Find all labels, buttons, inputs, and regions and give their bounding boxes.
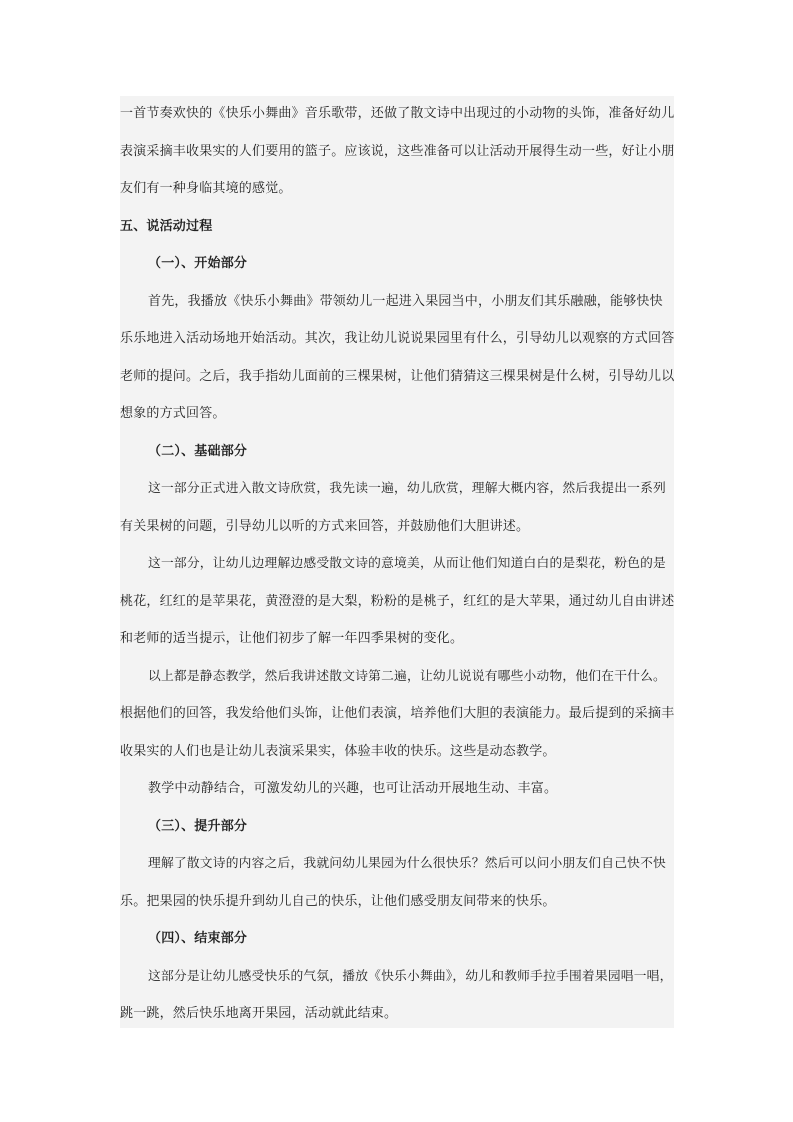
paragraph-line: 这一部分正式进入散文诗欣赏，我先读一遍，幼儿欣赏，理解大概内容，然后我提出一系列 — [148, 481, 666, 496]
text-block — [120, 96, 674, 1028]
paragraph-line: 友们有一种身临其境的感觉。 — [120, 181, 292, 196]
subsection-heading: （二）、基础部分 — [148, 444, 248, 459]
paragraph-line: 理解了散文诗的内容之后，我就问幼儿果园为什么很快乐？然后可以问小朋友们自己快不快 — [148, 856, 666, 871]
paragraph-line: 收果实的人们也是让幼儿表演采果实，体验丰收的快乐。这些是动态教学。 — [120, 744, 556, 759]
paragraph-line: 桃花，红红的是苹果花，黄澄澄的是大梨，粉粉的是桃子，红红的是大苹果，通过幼儿自由讲述 — [120, 594, 675, 609]
paragraph-line: 以上都是静态教学，然后我讲述散文诗第二遍，让幼儿说说有哪些小动物，他们在干什么。 — [148, 669, 666, 684]
paragraph-line: 首先，我播放《快乐小舞曲》带领幼儿一起进入果园当中，小朋友们其乐融融，能够快快 — [148, 294, 663, 309]
paragraph-line: 根据他们的回答，我发给他们头饰，让他们表演，培养他们大胆的表演能力。最后提到的采摘丰 — [120, 706, 675, 721]
subsection-heading: （三）、提升部分 — [148, 819, 248, 834]
paragraph-line: 和老师的适当提示，让他们初步了解一年四季果树的变化。 — [120, 631, 464, 646]
paragraph-line: 想象的方式回答。 — [120, 406, 226, 421]
paragraph-line: 这一部分，让幼儿边理解边感受散文诗的意境美，从而让他们知道白白的是梨花，粉色的是 — [148, 556, 666, 571]
subsection-heading: （一）、开始部分 — [148, 256, 248, 271]
paragraph-line: 一首节奏欢快的《快乐小舞曲》音乐歌带，还做了散文诗中出现过的小动物的头饰，准备好幼儿 — [120, 106, 675, 121]
paragraph-line: 乐乐地进入活动场地开始活动。其次，我让幼儿说说果园里有什么，引导幼儿以观察的方式回答 — [120, 331, 675, 346]
paragraph-line: 有关果树的问题，引导幼儿以听的方式来回答，并鼓励他们大胆讲述。 — [120, 519, 530, 534]
paragraph-line: 跳一跳，然后快乐地离开果园，活动就此结束。 — [120, 1006, 398, 1021]
subsection-heading: （四）、结束部分 — [148, 931, 248, 946]
paragraph-line: 老师的提问。之后，我手指幼儿面前的三棵果树，让他们猜猜这三棵果树是什么树，引导幼儿以 — [120, 369, 675, 384]
paragraph-line: 乐。把果园的快乐提升到幼儿自己的快乐，让他们感受朋友间带来的快乐。 — [120, 894, 556, 909]
paragraph-line: 教学中动静结合，可激发幼儿的兴趣，也可让活动开展地生动、丰富。 — [148, 781, 558, 796]
section-heading: 五、说活动过程 — [120, 219, 213, 234]
paragraph-line: 表演采摘丰收果实的人们要用的篮子。应该说，这些准备可以让活动开展得生动一些，好让小朋 — [120, 144, 675, 159]
paragraph-line: 这部分是让幼儿感受快乐的气氛，播放《快乐小舞曲》，幼儿和教师手拉手围着果园唱一唱， — [148, 969, 673, 984]
